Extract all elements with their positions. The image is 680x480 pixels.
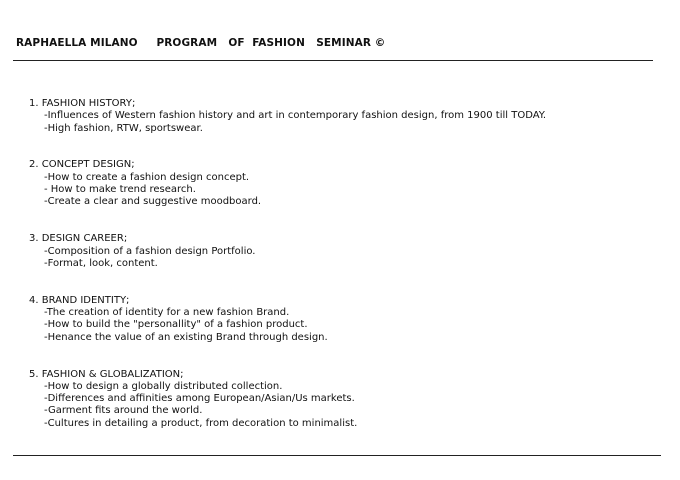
section-items <box>29 246 649 271</box>
section-title <box>29 233 649 245</box>
document-title: PROGRAM OF FASHION SEMINAR © <box>156 37 386 49</box>
list-item: -Composition of a fashion design Portfolio. <box>44 245 256 257</box>
list-item: -How to build the "personallity" of a fashion product. <box>44 319 308 331</box>
list-item: -Influences of Western fashion history and art in contemporary fashion design, from 1900 till TODAY. <box>44 110 547 122</box>
section-title <box>29 159 649 171</box>
section-concept-design <box>29 159 649 208</box>
list-item: -Garment fits around the world. <box>44 405 203 417</box>
section-title <box>29 98 649 110</box>
brand-name: RAPHAELLA MILANO <box>16 37 138 49</box>
section-heading: CONCEPT DESIGN; <box>41 159 135 171</box>
list-item: - How to make trend research. <box>44 184 196 196</box>
section-heading: BRAND IDENTITY; <box>41 294 130 306</box>
section-fashion-globalization <box>29 369 649 430</box>
section-heading: FASHION & GLOBALIZATION; <box>41 368 184 380</box>
list-item: -The creation of identity for a new fashion Brand. <box>44 307 290 319</box>
section-title <box>29 369 649 381</box>
list-item: -Henance the value of an existing Brand through design. <box>44 331 328 343</box>
list-item: -Cultures in detailing a product, from decoration to minimalist. <box>44 417 358 429</box>
section-number: 2. <box>29 159 39 171</box>
section-number: 1. <box>29 98 39 109</box>
list-item: -How to design a globally distributed collection. <box>44 380 283 392</box>
section-brand-identity <box>29 295 649 344</box>
list-item: -Differences and affinities among European/Asian/Us markets. <box>44 393 355 405</box>
section-number: 4. <box>29 294 39 306</box>
section-design-career <box>29 233 649 270</box>
header-divider <box>13 60 653 61</box>
section-items <box>29 307 649 344</box>
program-list <box>29 98 649 455</box>
list-item: -Create a clear and suggestive moodboard. <box>44 196 262 208</box>
list-item: -How to create a fashion design concept. <box>44 171 250 183</box>
section-items <box>29 172 649 209</box>
section-title <box>29 295 649 307</box>
section-heading: FASHION HISTORY; <box>41 98 136 109</box>
list-item: -High fashion, RTW, sportswear. <box>44 122 203 134</box>
section-number: 3. <box>29 233 39 245</box>
section-fashion-history <box>29 98 649 135</box>
section-items <box>29 110 649 135</box>
section-items <box>29 381 649 430</box>
section-heading: DESIGN CAREER; <box>41 233 128 245</box>
section-number: 5. <box>29 368 39 380</box>
document-header <box>16 37 385 49</box>
footer-divider <box>13 455 661 456</box>
list-item: -Format, look, content. <box>44 257 158 269</box>
